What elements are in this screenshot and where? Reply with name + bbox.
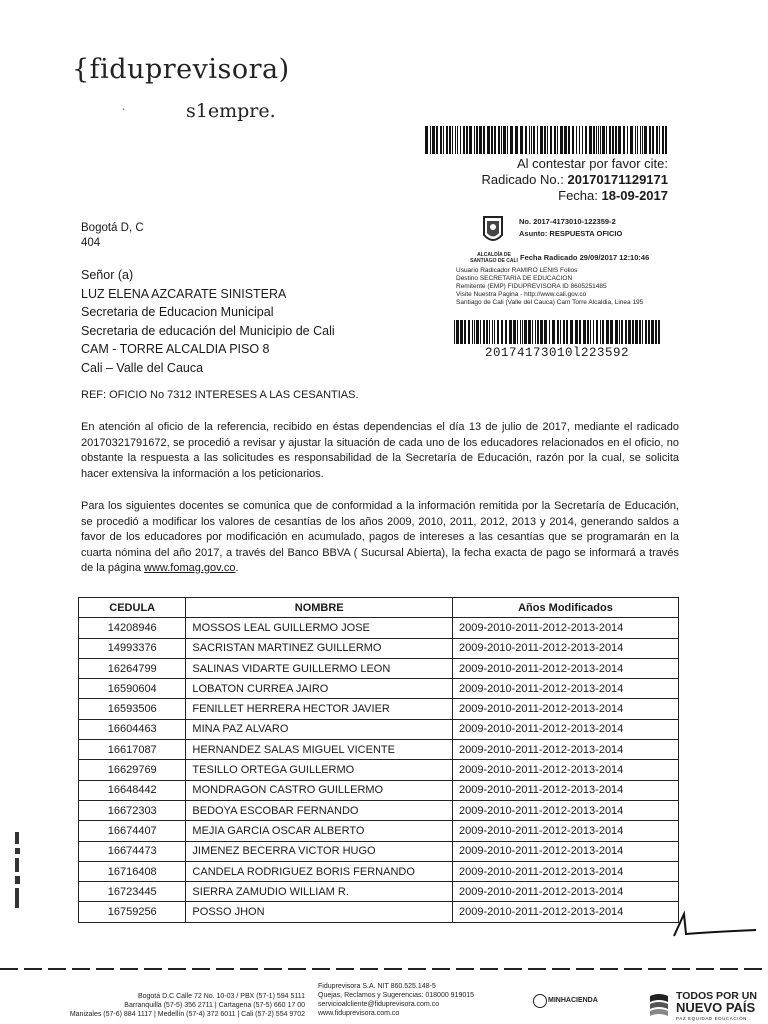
cite-line: Al contestar por favor cite: [516, 156, 668, 171]
footer-contact: Fiduprevisora S.A. NIT 860.525.148-5 Quejas, Reclamos y Sugerencias: 018000 919015 servicioalcliente@fiduprevisora.com.co www.fiduprevisora.com.co [318, 983, 475, 1017]
minhacienda-icon [533, 994, 547, 1008]
cell-nombre: SALINAS VIDARTE GUILLERMO LEON [186, 658, 453, 678]
cell-anos: 2009-2010-2011-2012-2013-2014 [452, 679, 678, 699]
cell-anos: 2009-2010-2011-2012-2013-2014 [452, 780, 678, 800]
table-row [79, 740, 679, 760]
minhacienda-label: MINHACIENDA [548, 997, 598, 1004]
reference-line: REF: OFICIO No 7312 INTERESES A LAS CESANTIAS. [81, 389, 359, 401]
table-row [79, 841, 679, 861]
table-row [79, 821, 679, 841]
paragraph-1: En atención al oficio de la referencia, recibido en éstas dependencias el día 13 de julio de 2017, mediante el radicado 20170321791672, se procedió a revisar y ajustar la situación de cada uno de los educadores relacionados en el oficio, no obstante la respuesta a las solicitudes es responsabilidad de la Secretaría de Educación, razón por la cual, se solicita hacer extensiva la información a los peticionarios. [81, 421, 679, 480]
cell-cedula: 16648442 [79, 780, 186, 800]
cell-anos: 2009-2010-2011-2012-2013-2014 [452, 821, 678, 841]
cell-anos: 2009-2010-2011-2012-2013-2014 [452, 902, 678, 922]
cell-nombre: SACRISTAN MARTINEZ GUILLERMO [186, 638, 453, 658]
cell-anos: 2009-2010-2011-2012-2013-2014 [452, 658, 678, 678]
cell-cedula: 14208946 [79, 618, 186, 638]
cell-cedula: 16629769 [79, 760, 186, 780]
recipient-block [81, 266, 335, 377]
cell-nombre: LOBATON CURREA JAIRO [186, 679, 453, 699]
cell-cedula: 16759256 [79, 902, 186, 922]
cell-anos: 2009-2010-2011-2012-2013-2014 [452, 800, 678, 820]
footer-offices: Bogotá D.C Calle 72 No. 10-03 / PBX (57-1) 594 5111 Barranquilla (57-5) 356 2711 | Cartagena (57-5) 660 17 00 Manizales (57-6) 884 1117 | Medellín (57-4) 372 6011 | Cali (57-2) 554 9702 [69, 993, 305, 1018]
table-row [79, 719, 679, 739]
cell-nombre: POSSO JHON [186, 902, 453, 922]
cell-nombre: MONDRAGON CASTRO GUILLERMO [186, 780, 453, 800]
table-row [79, 780, 679, 800]
origin-code: 404 [81, 237, 101, 249]
cell-anos: 2009-2010-2011-2012-2013-2014 [452, 882, 678, 902]
paragraph-2: Para los siguientes docentes se comunica que de conformidad a la información remitida por la Secretaría de Educación, se procedió a modificar los valores de cesantías de los años 2009, 2010, 2011, 2012, 2013 y 2014, generando saldos a favor de los educadores por modificación en acumulado, pagos de intereses a las cesantías que se programarán en la cuarta nómina del año 2017, a través del Banco BBVA ( Sucursal Abierta), la fecha exacta de pago se informará a través de la página www.fomag.gov.co. [81, 500, 679, 574]
table-row [79, 679, 679, 699]
recipient-line-2: Secretaria de educación del Municipio de Cali [81, 323, 335, 338]
origin-block [81, 221, 144, 251]
cell-anos: 2009-2010-2011-2012-2013-2014 [452, 699, 678, 719]
cell-anos: 2009-2010-2011-2012-2013-2014 [452, 841, 678, 861]
salutation: Señor (a) [81, 268, 134, 282]
tagline-mark: ˋ [122, 108, 126, 119]
stamp-fecha-radicado: Fecha Radicado 29/09/2017 12:10:46 [520, 253, 650, 262]
table-row [79, 618, 679, 638]
radicado-line: Radicado No.: 20170171129171 [481, 172, 668, 187]
table-row [79, 638, 679, 658]
header-cedula: CEDULA [79, 598, 186, 618]
signature-mark [670, 910, 760, 940]
fecha-line: Fecha: 18-09-2017 [558, 188, 668, 203]
stamp-barcode-number: 20174173010l223592 [485, 346, 630, 360]
stamp-numero: No. 2017-4173010-122359-2 [519, 217, 616, 226]
teachers-table [78, 597, 679, 923]
cell-nombre: HERNANDEZ SALAS MIGUEL VICENTE [186, 740, 453, 760]
cell-cedula: 16723445 [79, 882, 186, 902]
cell-cedula: 16604463 [79, 719, 186, 739]
cell-cedula: 16674473 [79, 841, 186, 861]
table-row [79, 861, 679, 881]
cell-cedula: 16590604 [79, 679, 186, 699]
recipient-name: LUZ ELENA AZCARATE SINISTERA [81, 286, 287, 301]
cell-cedula: 16617087 [79, 740, 186, 760]
cell-nombre: MEJIA GARCIA OSCAR ALBERTO [186, 821, 453, 841]
cell-anos: 2009-2010-2011-2012-2013-2014 [452, 638, 678, 658]
header-anos: Años Modificados [452, 598, 678, 618]
table-row [79, 902, 679, 922]
stamp-asunto: Asunto: RESPUESTA OFICIO [519, 229, 623, 238]
nuevo-pais-flag-icon [648, 992, 670, 1018]
cell-cedula: 14993376 [79, 638, 186, 658]
stamp-details: Usuario Radicador RAMIRO LENIS Folios Destino SECRETARIA DE EDUCACION Remitente (EMP) FIDUPREVISORA ID 8605251485 Visite Nuestra Pagina - http://www.cali.gov.co Santiago de Cali (Valle del Cauca) Cam Torre Alcaldia, Linea 195 [456, 267, 644, 306]
cell-anos: 2009-2010-2011-2012-2013-2014 [452, 861, 678, 881]
cell-nombre: MOSSOS LEAL GUILLERMO JOSE [186, 618, 453, 638]
table-row [79, 699, 679, 719]
origin-city: Bogotá D, C [81, 222, 144, 234]
cell-nombre: FENILLET HERRERA HECTOR JAVIER [186, 699, 453, 719]
fiduprevisora-logo: {fiduprevisora) [72, 54, 290, 85]
footer-divider [0, 968, 768, 970]
radicado-value: 20170171129171 [567, 172, 668, 187]
recipient-line-4: Cali – Valle del Cauca [81, 360, 204, 375]
table-row [79, 658, 679, 678]
recipient-line-3: CAM - TORRE ALCALDIA PISO 8 [81, 342, 270, 356]
table-row [79, 760, 679, 780]
nuevo-pais-logo: TODOS POR UN NUEVO PAÍS PAZ EQUIDAD EDUCACIÓN [676, 990, 757, 1021]
cell-cedula: 16593506 [79, 699, 186, 719]
recipient-line-1: Secretaria de Educacion Municipal [81, 305, 274, 319]
cell-anos: 2009-2010-2011-2012-2013-2014 [452, 740, 678, 760]
table-row [79, 882, 679, 902]
cell-nombre: TESILLO ORTEGA GUILLERMO [186, 760, 453, 780]
margin-scan-marks [14, 832, 22, 912]
fecha-value: 18-09-2017 [601, 188, 668, 203]
cell-nombre: SIERRA ZAMUDIO WILLIAM R. [186, 882, 453, 902]
seal-caption: ALCALDÍA DE SANTIAGO DE CALI [470, 252, 518, 264]
fomag-link[interactable]: www.fomag.gov.co [144, 562, 236, 574]
radicado-barcode [425, 126, 667, 154]
cell-cedula: 16674407 [79, 821, 186, 841]
cell-cedula: 16672303 [79, 800, 186, 820]
cell-anos: 2009-2010-2011-2012-2013-2014 [452, 719, 678, 739]
table-row [79, 800, 679, 820]
cell-nombre: JIMENEZ BECERRA VICTOR HUGO [186, 841, 453, 861]
cell-nombre: BEDOYA ESCOBAR FERNANDO [186, 800, 453, 820]
stamp-barcode [454, 320, 660, 344]
cell-anos: 2009-2010-2011-2012-2013-2014 [452, 618, 678, 638]
tagline: s1empre. [186, 100, 276, 122]
cell-nombre: CANDELA RODRIGUEZ BORIS FERNANDO [186, 861, 453, 881]
cell-cedula: 16716408 [79, 861, 186, 881]
alcaldia-seal-icon [474, 213, 512, 251]
cite-block [481, 156, 668, 204]
cell-cedula: 16264799 [79, 658, 186, 678]
header-nombre: NOMBRE [186, 598, 453, 618]
cell-nombre: MINA PAZ ALVARO [186, 719, 453, 739]
table-header-row [79, 598, 679, 618]
cell-anos: 2009-2010-2011-2012-2013-2014 [452, 760, 678, 780]
